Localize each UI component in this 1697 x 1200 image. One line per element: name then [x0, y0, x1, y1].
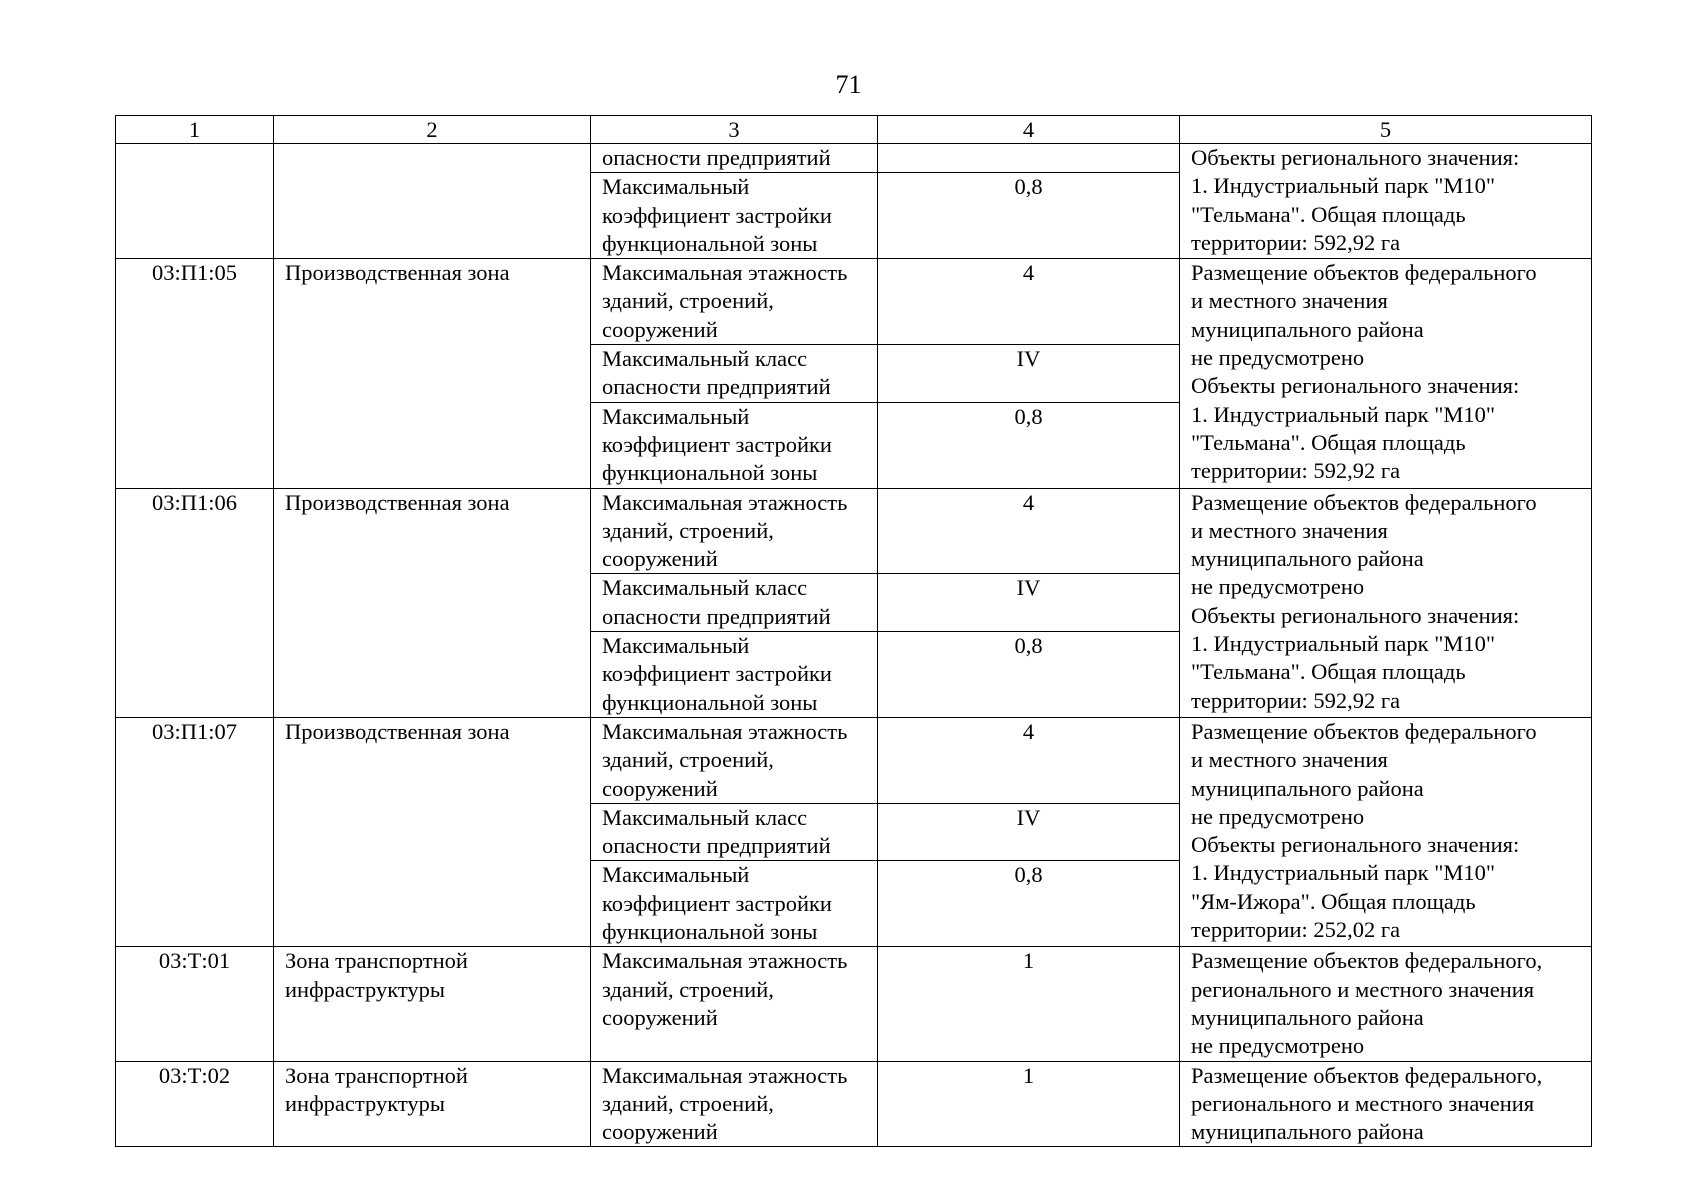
note-line: не предусмотрено: [1191, 803, 1365, 829]
parameter-value-cell: 1: [878, 947, 1180, 1061]
parameter-name-cell: опасности предприятий: [591, 144, 878, 173]
parameter-value-cell: 0,8: [878, 632, 1180, 718]
column-header: 5: [1180, 116, 1592, 144]
table-row: [116, 144, 1592, 173]
note-line: Объекты регионального значения:: [1191, 145, 1520, 170]
zone-name-cell: Зона транспортной инфраструктуры: [274, 1061, 591, 1147]
note-line: и местного значения: [1191, 747, 1388, 773]
note-line: регионального и местного значения: [1191, 976, 1535, 1002]
parameter-value-cell: 4: [878, 717, 1180, 803]
parameter-value-cell: [878, 144, 1180, 173]
note-line: и местного значения: [1191, 288, 1388, 314]
parameter-value-cell: 0,8: [878, 402, 1180, 488]
parameter-value-cell: IV: [878, 345, 1180, 403]
table-row: [116, 259, 1592, 345]
parameter-name-cell: Максимальный коэффициент застройки функциональной зоны: [591, 632, 878, 718]
note-line: Объекты регионального значения:: [1191, 373, 1520, 399]
note-line: муниципального района: [1191, 1004, 1424, 1030]
note-line: 1. Индустриальный парк "М10": [1191, 860, 1496, 886]
table-row: [116, 1061, 1592, 1147]
table-body: [116, 144, 1592, 1147]
zone-code-cell: 03:П1:07: [116, 717, 274, 946]
note-line: Размещение объектов федерального,: [1191, 948, 1543, 974]
zone-name-cell: Производственная зона: [274, 259, 591, 488]
note-line: не предусмотрено: [1191, 345, 1365, 371]
note-cell: [1180, 947, 1592, 1061]
zone-name-cell: Производственная зона: [274, 717, 591, 946]
parameter-name-cell: Максимальный коэффициент застройки функциональной зоны: [591, 402, 878, 488]
parameter-value-cell: 0,8: [878, 861, 1180, 947]
table-row: [116, 947, 1592, 1061]
zones-table: [115, 115, 1592, 1147]
note-line: Размещение объектов федерального: [1191, 489, 1537, 515]
note-cell: [1180, 488, 1592, 717]
parameter-name-cell: Максимальный класс опасности предприятий: [591, 574, 878, 632]
zone-name-cell: Производственная зона: [274, 488, 591, 717]
note-line: "Ям-Ижора". Общая площадь: [1191, 888, 1476, 914]
note-cell: [1180, 1061, 1592, 1147]
parameter-name-cell: Максимальный коэффициент застройки функциональной зоны: [591, 173, 878, 259]
note-line: не предусмотрено: [1191, 574, 1365, 600]
note-line: и местного значения: [1191, 517, 1388, 543]
note-line: территории: 252,02 га: [1191, 917, 1401, 943]
note-line: 1. Индустриальный парк "М10": [1191, 173, 1496, 199]
note-line: Объекты регионального значения:: [1191, 602, 1520, 628]
parameter-name-cell: Максимальная этажность зданий, строений, сооружений: [591, 259, 878, 345]
note-line: территории: 592,92 га: [1191, 687, 1401, 713]
note-line: Размещение объектов федерального: [1191, 260, 1537, 286]
note-line: "Тельмана". Общая площадь: [1191, 659, 1466, 685]
parameter-name-cell: Максимальная этажность зданий, строений, сооружений: [591, 947, 878, 1061]
note-line: муниципального района: [1191, 546, 1424, 572]
parameter-name-cell: Максимальная этажность зданий, строений, сооружений: [591, 488, 878, 574]
zone-name-cell: Зона транспортной инфраструктуры: [274, 947, 591, 1061]
parameter-value-cell: 0,8: [878, 173, 1180, 259]
parameter-name-cell: Максимальный класс опасности предприятий: [591, 803, 878, 861]
note-cell: [1180, 259, 1592, 488]
zone-code-cell: [116, 144, 274, 259]
note-line: регионального и местного значения: [1191, 1090, 1535, 1116]
note-line: не предусмотрено: [1191, 1033, 1365, 1059]
table-header-row: [116, 116, 1592, 144]
parameter-name-cell: Максимальный класс опасности предприятий: [591, 345, 878, 403]
note-line: муниципального района: [1191, 316, 1424, 342]
parameter-value-cell: 1: [878, 1061, 1180, 1147]
zone-code-cell: 03:П1:06: [116, 488, 274, 717]
page-number: 71: [835, 70, 862, 99]
parameter-name-cell: Максимальная этажность зданий, строений, сооружений: [591, 717, 878, 803]
note-line: территории: 592,92 га: [1191, 229, 1401, 255]
note-line: Размещение объектов федерального: [1191, 718, 1537, 744]
note-cell: [1180, 144, 1592, 259]
table-row: [116, 488, 1592, 574]
note-line: Размещение объектов федерального,: [1191, 1062, 1543, 1088]
note-cell: [1180, 717, 1592, 946]
parameter-value-cell: 4: [878, 488, 1180, 574]
note-line: "Тельмана". Общая площадь: [1191, 201, 1466, 227]
column-header: 3: [591, 116, 878, 144]
note-line: 1. Индустриальный парк "М10": [1191, 401, 1496, 427]
parameter-value-cell: 4: [878, 259, 1180, 345]
note-line: Объекты регионального значения:: [1191, 832, 1520, 858]
zone-code-cell: 03:П1:05: [116, 259, 274, 488]
zone-code-cell: 03:Т:01: [116, 947, 274, 1061]
zone-name-cell: [274, 144, 591, 259]
note-line: муниципального района: [1191, 1119, 1424, 1145]
note-line: территории: 592,92 га: [1191, 458, 1401, 484]
parameter-name-cell: Максимальная этажность зданий, строений, сооружений: [591, 1061, 878, 1147]
note-line: 1. Индустриальный парк "М10": [1191, 631, 1496, 657]
table-row: [116, 717, 1592, 803]
parameter-name-cell: Максимальный коэффициент застройки функциональной зоны: [591, 861, 878, 947]
parameter-value-cell: IV: [878, 803, 1180, 861]
note-line: "Тельмана". Общая площадь: [1191, 429, 1466, 455]
note-line: муниципального района: [1191, 775, 1424, 801]
column-header: 4: [878, 116, 1180, 144]
column-header: 1: [116, 116, 274, 144]
zone-code-cell: 03:Т:02: [116, 1061, 274, 1147]
parameter-value-cell: IV: [878, 574, 1180, 632]
column-header: 2: [274, 116, 591, 144]
